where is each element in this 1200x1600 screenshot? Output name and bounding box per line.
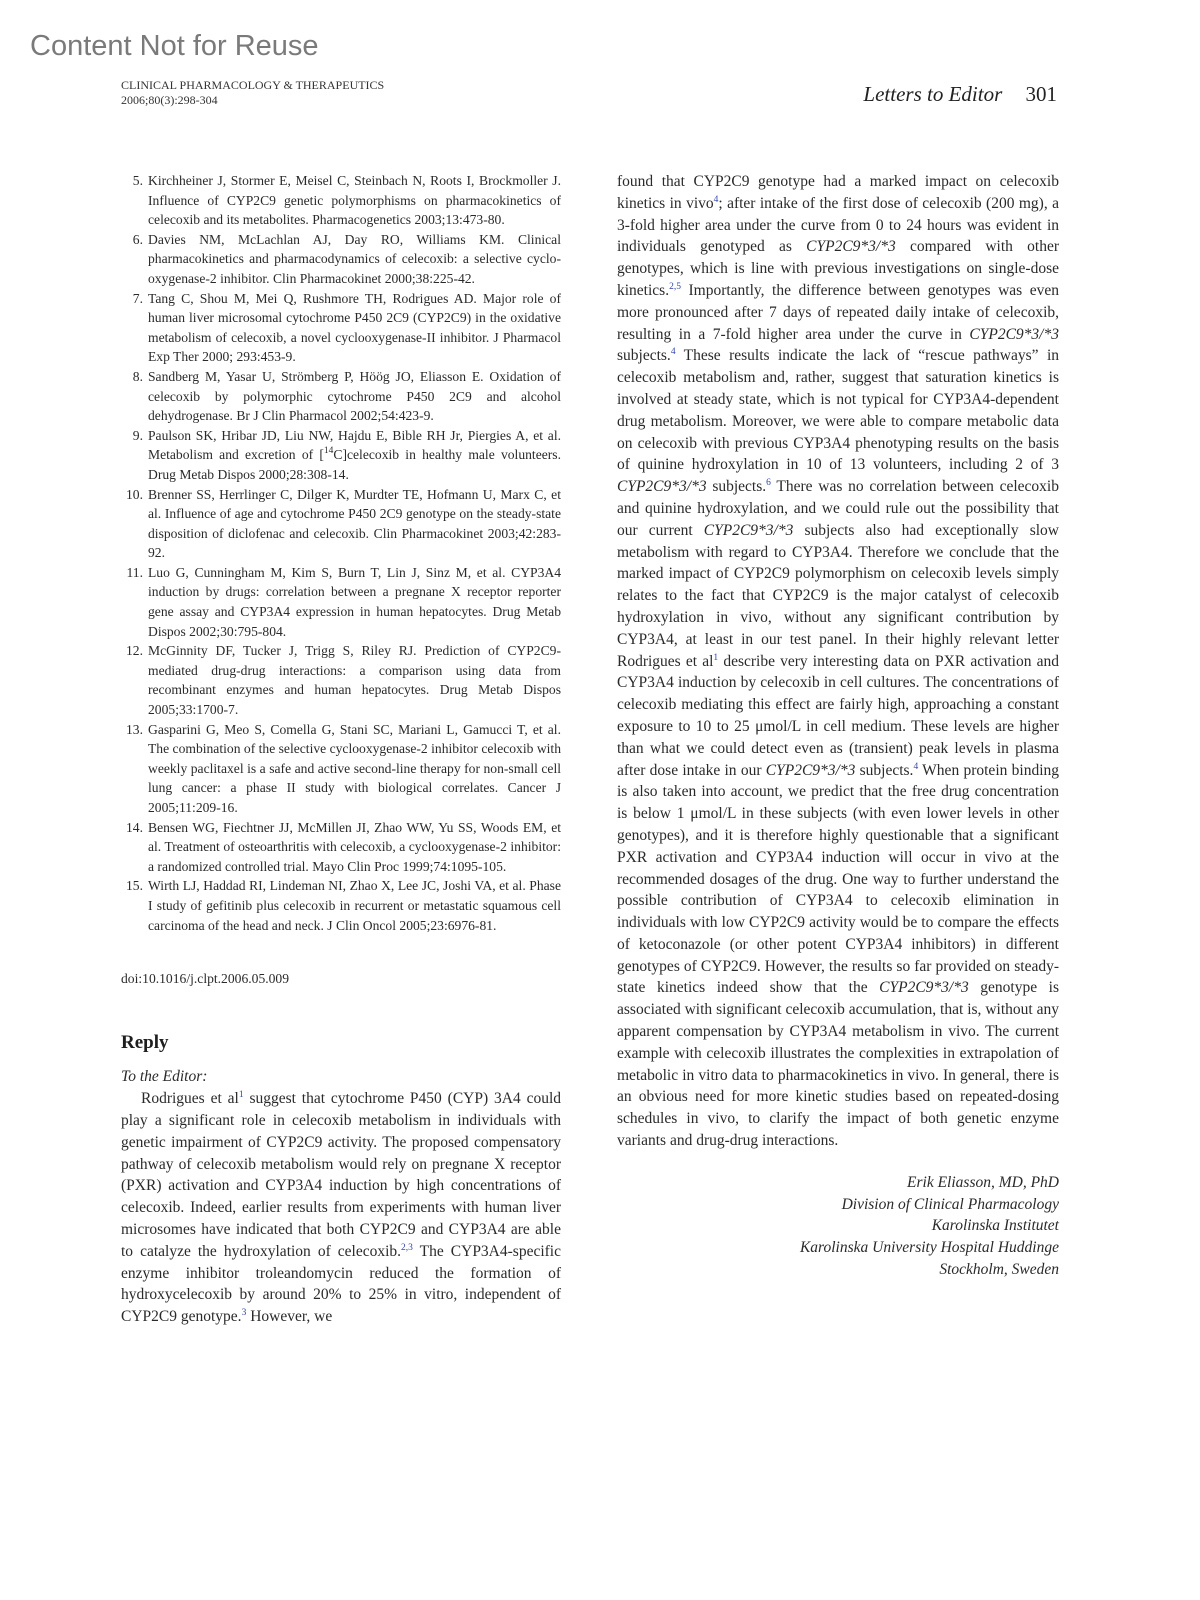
text-run: subjects. <box>617 347 671 365</box>
genotype-term: CYP2C9*3/*3 <box>703 521 794 539</box>
author-name: Erik Eliasson, MD, PhD <box>907 1173 1059 1191</box>
reference-number: 9. <box>132 427 143 443</box>
text-run: When protein binding is also taken into account, we predict that the free drug concentration is below 1 μmol/L in these subjects (with even lower levels in other genotypes), and it is therefore highly questionable that a significant PXR activation and CYP3A4 induction will occur in vivo at the recommended dosages of the drug. One way to further understand the possible contribution of CYP3A4 to celecoxib elimination in individuals with low CYP2C9 activity would be to compare the effects of ketoconazole (or other potent CYP3A4 inhibitors) in different genotypes of CYP2C9. However, the results so far provided on steady-state kinetics indeed show that the <box>617 761 1060 997</box>
citation-link[interactable]: 1 <box>238 1090 244 1101</box>
running-head <box>863 82 1057 107</box>
reference-item <box>121 720 561 818</box>
reference-text: Luo G, Cunningham M, Kim S, Burn T, Lin J, Sinz M, et al. CYP3A4 induction by drugs: correlation between a pregnane X receptor reporter gene assay and CYP3A4 expression in human hepatocytes. Drug Metab Dispos 2002;30:795-804. <box>148 564 561 639</box>
text-run: describe very interesting data on PXR activation and CYP3A4 induction by celecoxib in cell cultures. The concentrations of celecoxib mediating this effect are fairly high, approaching a constant exposure to 10 to 25 μmol/L in cell medium. These levels are higher than what we could detect even as (transient) peak levels in plasma after dose intake in our <box>617 652 1059 779</box>
reference-item <box>121 367 561 426</box>
reference-text: Bensen WG, Fiechtner JJ, McMillen JI, Zhao WW, Yu SS, Woods EM, et al. Treatment of osteoarthritis with celecoxib, a cyclooxygenase-2 inhibitor: a randomized controlled trial. Mayo Clin Proc 1999;74:1095-105. <box>148 819 561 874</box>
text-run: found that CYP2C9 genotype had a marked impact on celecoxib kinetics in vivo <box>617 173 1059 212</box>
author-location: Stockholm, Sweden <box>939 1261 1059 1279</box>
genotype-term: CYP2C9*3/*3 <box>969 325 1059 343</box>
reference-text: McGinnity DF, Tucker J, Trigg S, Riley RJ. Prediction of CYP2C9-mediated drug-drug interactions: a comparison using data from recombinant enzymes and human hepatocytes. Drug Metab Dispos 2005;33:1700-7. <box>148 643 561 718</box>
reference-item <box>121 230 561 289</box>
reference-text: Sandberg M, Yasar U, Strömberg P, Höög JO, Eliasson E. Oxidation of celecoxib by polymorphic cytochrome P450 2C9 and alcohol dehydrogenase. Br J Clin Pharmacol 2002;54:423-9. <box>148 368 561 424</box>
reference-text: Brenner SS, Herrlinger C, Dilger K, Murdter TE, Hofmann U, Marx C, et al. Influence of age and cytochrome P450 2C9 genotype on the steady-state disposition of diclofenac and celecoxib. Clin Pharmacokinet 2003;42:283-92. <box>148 486 561 561</box>
text-run: suggest that cytochrome P450 (CYP) 3A4 could play a significant role in celecoxib metabolism in individuals with genetic impairment of CYP2C9 activity. The proposed compensatory pathway of celecoxib metabolism would rely on pregnane X receptor (PXR) activation and CYP3A4 induction by high concentrations of celecoxib. Indeed, earlier results from experiments with human liver microsomes have indicated that both CYP2C9 and CYP3A4 are able to catalyze the hydroxylation of celecoxib. <box>121 1090 561 1260</box>
reference-number: 6. <box>132 231 143 247</box>
genotype-term: CYP2C9*3/*3 <box>806 238 896 256</box>
text-run: ; after intake of the first dose of celecoxib (200 mg), a 3-fold higher area under the curve from 0 to 24 hours was evident in individuals genotyped as <box>617 194 1059 256</box>
reference-item <box>121 563 561 641</box>
reference-text: Paulson SK, Hribar JD, Liu NW, Hajdu E, Bible RH Jr, Piergies A, et al. Metabolism and excretion of [ <box>148 427 561 463</box>
reference-text: Tang C, Shou M, Mei Q, Rushmore TH, Rodrigues AD. Major role of human liver microsomal cytochrome P450 2C9 (CYP2C9) in the oxidative metabolism of celecoxib, a novel cyclooxygenase-II inhibitor. J Pharmacol Exp Ther 2000; 293:453-9. <box>148 290 561 365</box>
citation-link[interactable]: 3 <box>241 1308 247 1319</box>
reference-number: 11. <box>126 564 143 580</box>
doi-link[interactable]: doi:10.1016/j.clpt.2006.05.009 <box>121 971 290 987</box>
reference-number: 8. <box>132 368 143 384</box>
author-signature <box>617 1172 1059 1281</box>
genotype-term: CYP2C9*3/*3 <box>617 478 707 496</box>
citation-link[interactable]: 4 <box>913 761 919 772</box>
citation-link[interactable]: 2,5 <box>669 281 681 292</box>
reply-paragraph-right <box>617 171 1059 1152</box>
salutation: To the Editor: <box>121 1068 208 1086</box>
text-run: subjects also had exceptionally slow metabolism with regard to CYP3A4. Therefore we conclude that the marked impact of CYP2C9 polymorphism on celecoxib levels simply relates to the fact that CYP2C9 is the major catalyst of celecoxib hydroxylation in vivo, without any significant contribution by CYP3A4, at least in our test panel. In their highly relevant letter Rodrigues et al <box>617 521 1059 670</box>
reference-item <box>121 426 561 485</box>
reference-number: 14. <box>126 819 143 835</box>
journal-citation: 2006;80(3):298-304 <box>121 93 218 107</box>
section-title: Letters to Editor <box>863 82 1003 106</box>
text-run: genotype is associated with significant celecoxib accumulation, that is, without any apparent compensation by CYP3A4 metabolism in vivo. The current example with celecoxib illustrates the complexities in extrapolation of metabolic in vitro data to pharmacokinetics in vivo. In general, there is an obvious need for more kinetic studies based on repeated-dosing schedules in vivo, to clarify the impact of both genetic enzyme variants and drug-drug interactions. <box>617 979 1059 1150</box>
reference-item <box>121 641 561 719</box>
text-run: The CYP3A4-specific enzyme inhibitor troleandomycin reduced the formation of hydroxycelecoxib by around 20% to 25% in vitro, independent of CYP2C9 genotype. <box>121 1242 561 1326</box>
reference-item <box>121 818 561 877</box>
journal-header <box>121 78 384 108</box>
text-run: Rodrigues et al <box>141 1090 239 1108</box>
isotope-superscript: 14 <box>323 446 334 457</box>
text-run: subjects. <box>706 478 767 496</box>
citation-link[interactable]: 2,3 <box>401 1242 413 1253</box>
journal-name: CLINICAL PHARMACOLOGY & THERAPEUTICS <box>121 78 385 92</box>
text-run: compared with other genotypes, which is line with previous investigations on single-dose kinetics. <box>617 238 1059 299</box>
reference-item <box>121 171 561 230</box>
reference-text: Gasparini G, Meo S, Comella G, Stani SC, Mariani L, Gamucci T, et al. The combination of the selective cyclooxygenase-2 inhibitor celecoxib with weekly paclitaxel is a safe and active second-line therapy for non-small cell lung cancer: a phase II study with biological correlates. Cancer J 2005;11:209-16. <box>148 721 561 815</box>
page-number: 301 <box>1025 82 1057 106</box>
reference-number: 7. <box>132 290 143 306</box>
reference-number: 5. <box>132 173 143 188</box>
reply-paragraph-left <box>121 1088 561 1328</box>
reference-item <box>121 289 561 367</box>
text-run: These results indicate the lack of “rescue pathways” in celecoxib metabolism and, rather, suggest that saturation kinetics is involved at steady state, which is not typical for CYP3A4-dependent drug metabolism. Moreover, we were able to compare metabolic data on celecoxib with previous CYP3A4 phenotyping results on the basis of quinine hydroxylation in 10 of 13 volunteers, including 2 of 3 <box>617 347 1059 474</box>
author-hospital: Karolinska University Hospital Huddinge <box>799 1239 1059 1257</box>
genotype-term: CYP2C9*3/*3 <box>765 761 856 779</box>
reference-number: 13. <box>126 721 143 737</box>
reference-number: 15. <box>126 878 143 894</box>
text-run: Importantly, the difference between genotypes was even more pronounced after 7 days of repeated daily intake of celecoxib, resulting in a 7-fold higher area under the curve in <box>617 281 1059 343</box>
left-column <box>121 171 561 1328</box>
citation-link[interactable]: 4 <box>713 194 719 205</box>
reference-item <box>121 485 561 563</box>
reference-list <box>121 171 561 935</box>
reference-number: 12. <box>126 643 143 659</box>
citation-link[interactable]: 1 <box>713 652 719 663</box>
reference-item <box>121 876 561 935</box>
text-run: However, we <box>246 1308 333 1326</box>
reply-heading: Reply <box>121 1032 169 1054</box>
reference-number: 10. <box>126 486 143 502</box>
reference-text: C]celecoxib in healthy male volunteers. Drug Metab Dispos 2000;28:308-14. <box>148 447 561 482</box>
author-division: Division of Clinical Pharmacology <box>841 1195 1059 1213</box>
reference-text: Davies NM, McLachlan AJ, Day RO, Williams KM. Clinical pharmacokinetics and pharmacodynamics of celecoxib: a selective cyclo-oxygenase-2 inhibitor. Clin Pharmacokinet 2000;38:225-42. <box>148 231 561 286</box>
right-column <box>617 171 1059 1281</box>
watermark: Content Not for Reuse <box>30 30 319 62</box>
genotype-term: CYP2C9*3/*3 <box>879 979 969 997</box>
citation-link[interactable]: 4 <box>670 347 676 358</box>
reference-text: Wirth LJ, Haddad RI, Lindeman NI, Zhao X, Lee JC, Joshi VA, et al. Phase I study of gefitinib plus celecoxib in recurrent or metastatic squamous cell carcinoma of the head and neck. J Clin Oncol 2005;23:6976-81. <box>148 878 561 933</box>
text-run: subjects. <box>855 761 914 779</box>
reference-text: Kirchheiner J, Stormer E, Meisel C, Steinbach N, Roots I, Brockmoller J. Influence of CYP2C9 genetic polymorphisms on pharmacokinetics of celecoxib and its metabolites. Pharmacogenetics 2003;13:473-80. <box>148 173 561 228</box>
text-run: There was no correlation between celecoxib and quinine hydroxylation, and we could rule out the possibility that our current <box>617 478 1059 539</box>
author-institute: Karolinska Institutet <box>931 1217 1059 1235</box>
citation-link[interactable]: 6 <box>766 478 771 489</box>
